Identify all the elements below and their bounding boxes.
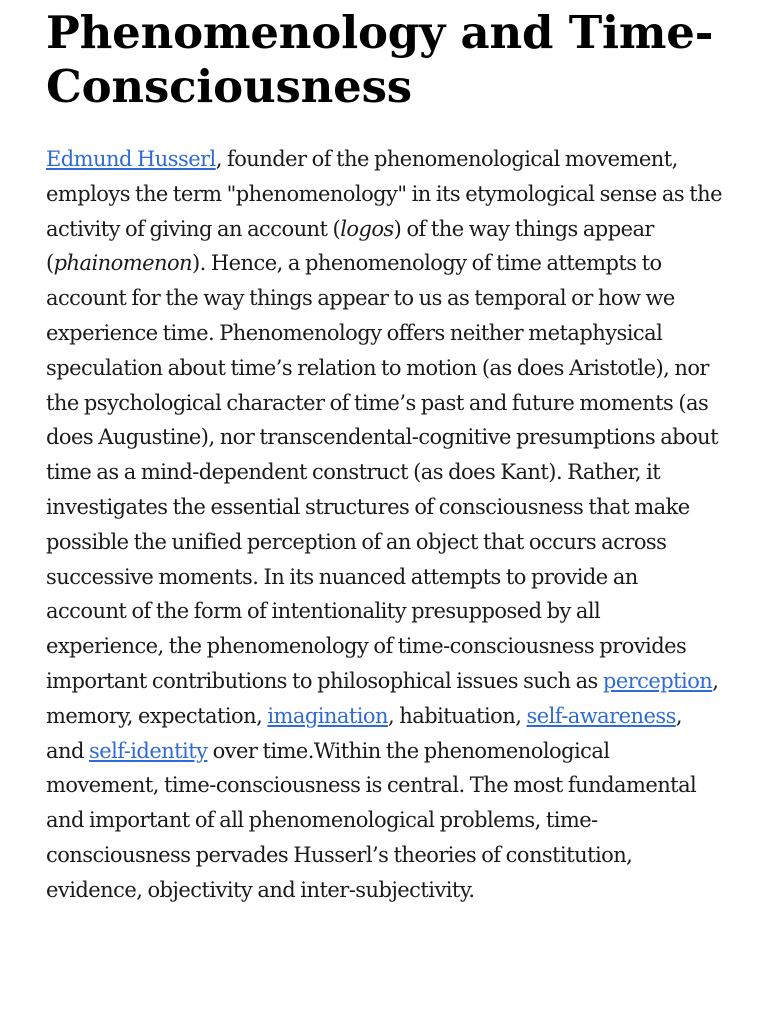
text-segment: over time.Within the phenomenological movement, time-consciousness is central. The most fundamental and important of all phenomenological problems, time-consciousness pervades Husserl’s theories of constitution, evidence, objectivity and inter-subjectivity. xyxy=(46,738,697,902)
link-perception[interactable]: perception xyxy=(602,668,713,693)
link-imagination[interactable]: imagination xyxy=(267,703,388,728)
text-segment: ). Hence, a phenomenology of time attempts to account for the way things appear to us as temporal or how we experience time. Phenomenology offers neither metaphysical speculation about time’s relation to motion (as does Aristotle), nor the psychological character of time’s past and future moments (as does Augustine), nor transcendental-cognitive presumptions about time as a mind-dependent construct (as does Kant). Rather, it investigates the essential structures of consciousness that make possible the unified perception of an object that occurs across successive moments. In its nuanced attempts to provide an account of the form of intentionality presupposed by all experience, the phenomenology of time-consciousness provides important contributions to philosophical issues such as xyxy=(46,251,719,693)
page-title: Phenomenology and Time-Consciousness xyxy=(46,6,714,113)
text-segment: , memory, expectation, xyxy=(46,668,719,728)
text-segment: , habituation, xyxy=(388,703,527,728)
link-self-awareness[interactable]: self-awareness xyxy=(526,703,676,728)
text-segment: ) of the way things appear ( xyxy=(46,216,654,276)
term-logos: logos xyxy=(340,216,394,241)
body-paragraph xyxy=(46,142,722,908)
text-segment: , founder of the phenomenological movement, employs the term "phenomenology" in its etymological sense as the activity of giving an account ( xyxy=(46,147,722,241)
term-phainomenon: phainomenon xyxy=(53,251,193,276)
link-edmund-husserl[interactable]: Edmund Husserl xyxy=(46,147,216,171)
text-segment: , and xyxy=(46,703,682,763)
link-self-identity[interactable]: self-identity xyxy=(88,738,208,763)
